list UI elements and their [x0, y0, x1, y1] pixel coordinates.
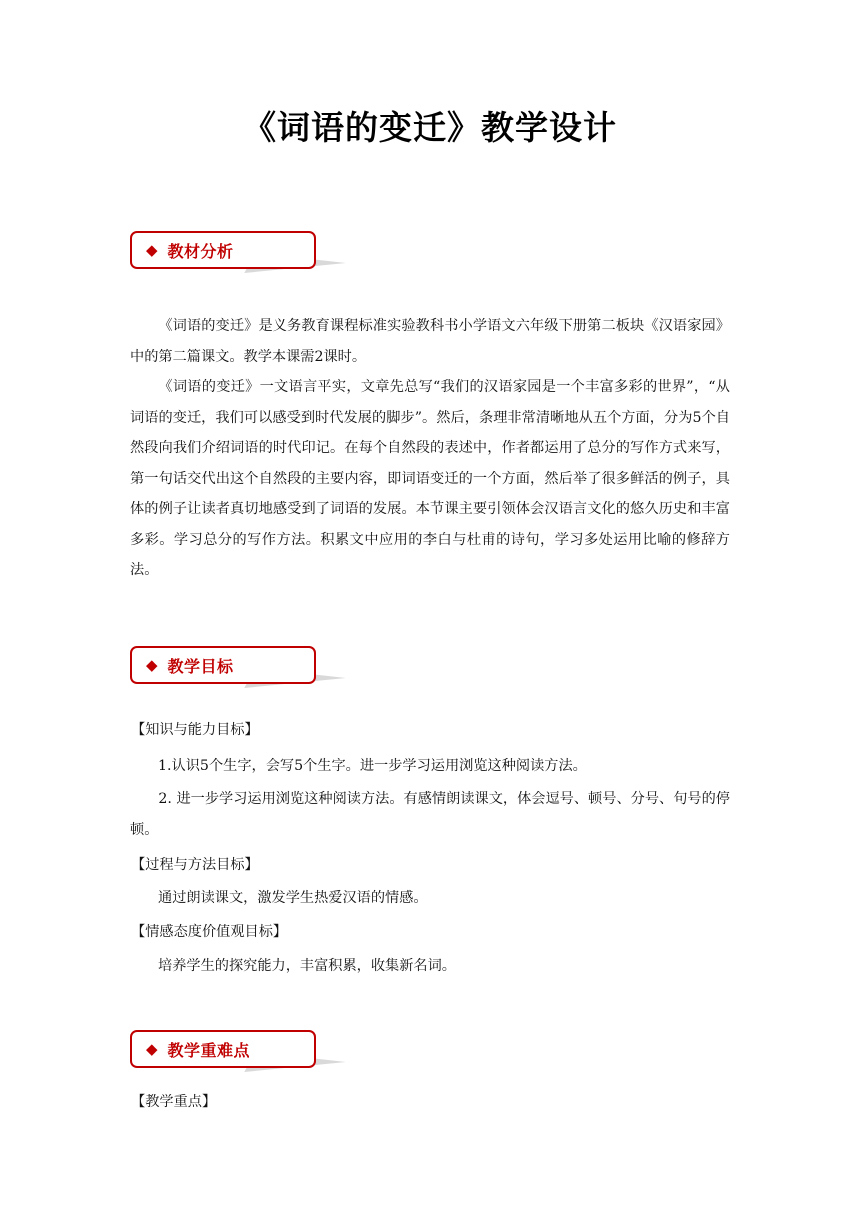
- process-goals-label: 【过程与方法目标】: [131, 857, 259, 873]
- knowledge-goal-item-2: 2. 进一步学习运用浏览这种阅读方法。有感情朗读课文，体会逗号、顿号、分号、句号的停顿。: [130, 791, 730, 838]
- heading-box: [130, 646, 316, 684]
- process-goals-text: 通过朗读课文，激发学生热爱汉语的情感。: [158, 890, 428, 906]
- paragraph-intro: 《词语的变迁》是义务教育课程标准实验教科书小学语文六年级下册第二板块《汉语家园》中的第二篇课文。教学本课需2课时。: [130, 318, 730, 365]
- knowledge-goals-label: 【知识与能力目标】: [131, 722, 259, 738]
- diamond-icon: ◆: [146, 241, 158, 259]
- heading-box: [130, 1030, 316, 1068]
- section-heading-label: 教材分析: [167, 241, 234, 261]
- diamond-icon: ◆: [146, 1040, 158, 1058]
- emotion-goals-label: 【情感态度价值观目标】: [131, 924, 288, 940]
- section-heading-teaching-goals: [130, 646, 350, 690]
- section-heading-material-analysis: [130, 231, 350, 275]
- teaching-focus-label: 【教学重点】: [131, 1094, 217, 1110]
- section-heading-key-difficulties: [130, 1030, 350, 1074]
- heading-box: [130, 231, 316, 269]
- knowledge-goal-item-1: 1.认识5个生字，会写5个生字。进一步学习运用浏览这种阅读方法。: [158, 758, 587, 774]
- document-title: 《词语的变迁》教学设计: [243, 108, 617, 147]
- section-heading-label: 教学重难点: [167, 1040, 251, 1060]
- emotion-goals-text: 培养学生的探究能力，丰富积累，收集新名词。: [158, 958, 456, 974]
- paragraph-analysis: 《词语的变迁》一文语言平实，文章先总写“我们的汉语家园是一个丰富多彩的世界”，“从词语的变迁，我们可以感受到时代发展的脚步”。然后，条理非常清晰地从五个方面，分为5个自然段向我们介绍词语的时代印记。在每个自然段的表述中，作者都运用了总分的写作方式来写，第一句话交代出这个自然段的主要内容，即词语变迁的一个方面，然后举了很多鲜活的例子，具体的例子让读者真切地感受到了词语的发展。本节课主要引领体会汉语言文化的悠久历史和丰富多彩。学习总分的写作方法。积累文中应用的李白与杜甫的诗句，学习多处运用比喻的修辞方法。: [130, 379, 730, 578]
- diamond-icon: ◆: [146, 656, 158, 674]
- section-heading-label: 教学目标: [167, 656, 234, 676]
